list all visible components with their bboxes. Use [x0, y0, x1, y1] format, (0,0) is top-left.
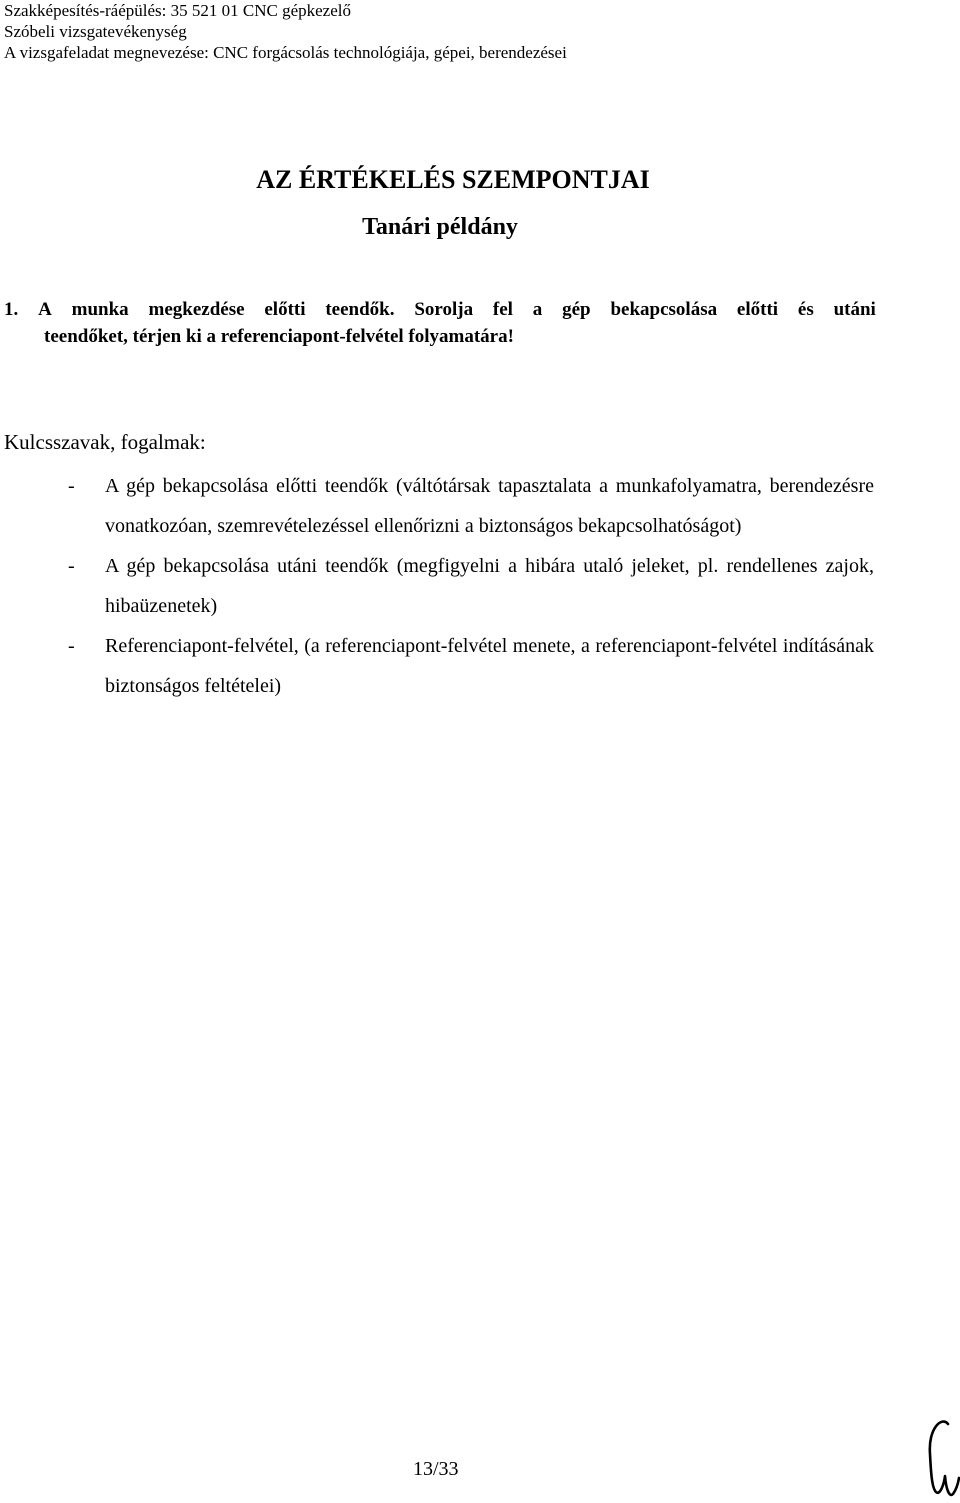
question-block — [4, 296, 876, 350]
list-dash: - — [68, 635, 75, 657]
question-word: fel — [492, 299, 513, 320]
keywords-heading: Kulcsszavak, fogalmak: — [4, 430, 206, 454]
list-dash: - — [68, 555, 75, 577]
question-word: bekapcsolása — [610, 299, 718, 320]
list-dash: - — [68, 475, 75, 497]
document-header — [4, 0, 944, 63]
list-item — [4, 626, 874, 706]
header-exam-task: A vizsgafeladat megnevezése: CNC forgácsolás technológiája, gépei, berendezései — [4, 43, 567, 62]
list-item-text: A gép bekapcsolása utáni teendők (megfigyelni a hibára utaló jeleket, pl. rendellenes zajok, hibaüzenetek) — [105, 555, 874, 617]
question-word: Sorolja — [414, 299, 474, 320]
question-number: 1. — [4, 299, 19, 320]
keywords-list — [4, 466, 874, 706]
question-line-1 — [4, 296, 876, 323]
page-number: 13/33 — [413, 1458, 459, 1480]
question-word: előtti — [736, 299, 779, 320]
question-word: a — [532, 299, 543, 320]
question-word: A — [38, 299, 52, 320]
header-qualification: Szakképesítés-ráépülés: 35 521 01 CNC gépkezelő — [4, 1, 351, 20]
question-word: előtti — [264, 299, 306, 320]
question-word: megkezdése — [148, 299, 245, 320]
question-word: munka — [71, 299, 129, 320]
page-title: AZ ÉRTÉKELÉS SZEMPONTJAI — [256, 165, 650, 194]
question-word: utáni — [833, 299, 876, 320]
list-item — [4, 466, 874, 546]
header-exam-type: Szóbeli vizsgatevékenység — [4, 22, 187, 41]
list-item-text: A gép bekapcsolása előtti teendők (váltótársak tapasztalata a munkafolyamatra, berendezésre vonatkozóan, szemrevételezéssel ellenőrizni a biztonságos bekapcsolhatóságot) — [105, 475, 874, 537]
question-word: teendők. — [325, 299, 395, 320]
signature-mark — [918, 1418, 960, 1503]
question-word: és — [797, 299, 814, 320]
list-item — [4, 546, 874, 626]
page-subtitle: Tanári példány — [362, 214, 518, 240]
question-word: gép — [562, 299, 591, 320]
question-line-2: teendőket, térjen ki a referenciapont-felvétel folyamatára! — [44, 326, 514, 347]
list-item-text: Referenciapont-felvétel, (a referenciapont-felvétel menete, a referenciapont-felvétel indításának biztonságos feltételei) — [105, 635, 874, 697]
